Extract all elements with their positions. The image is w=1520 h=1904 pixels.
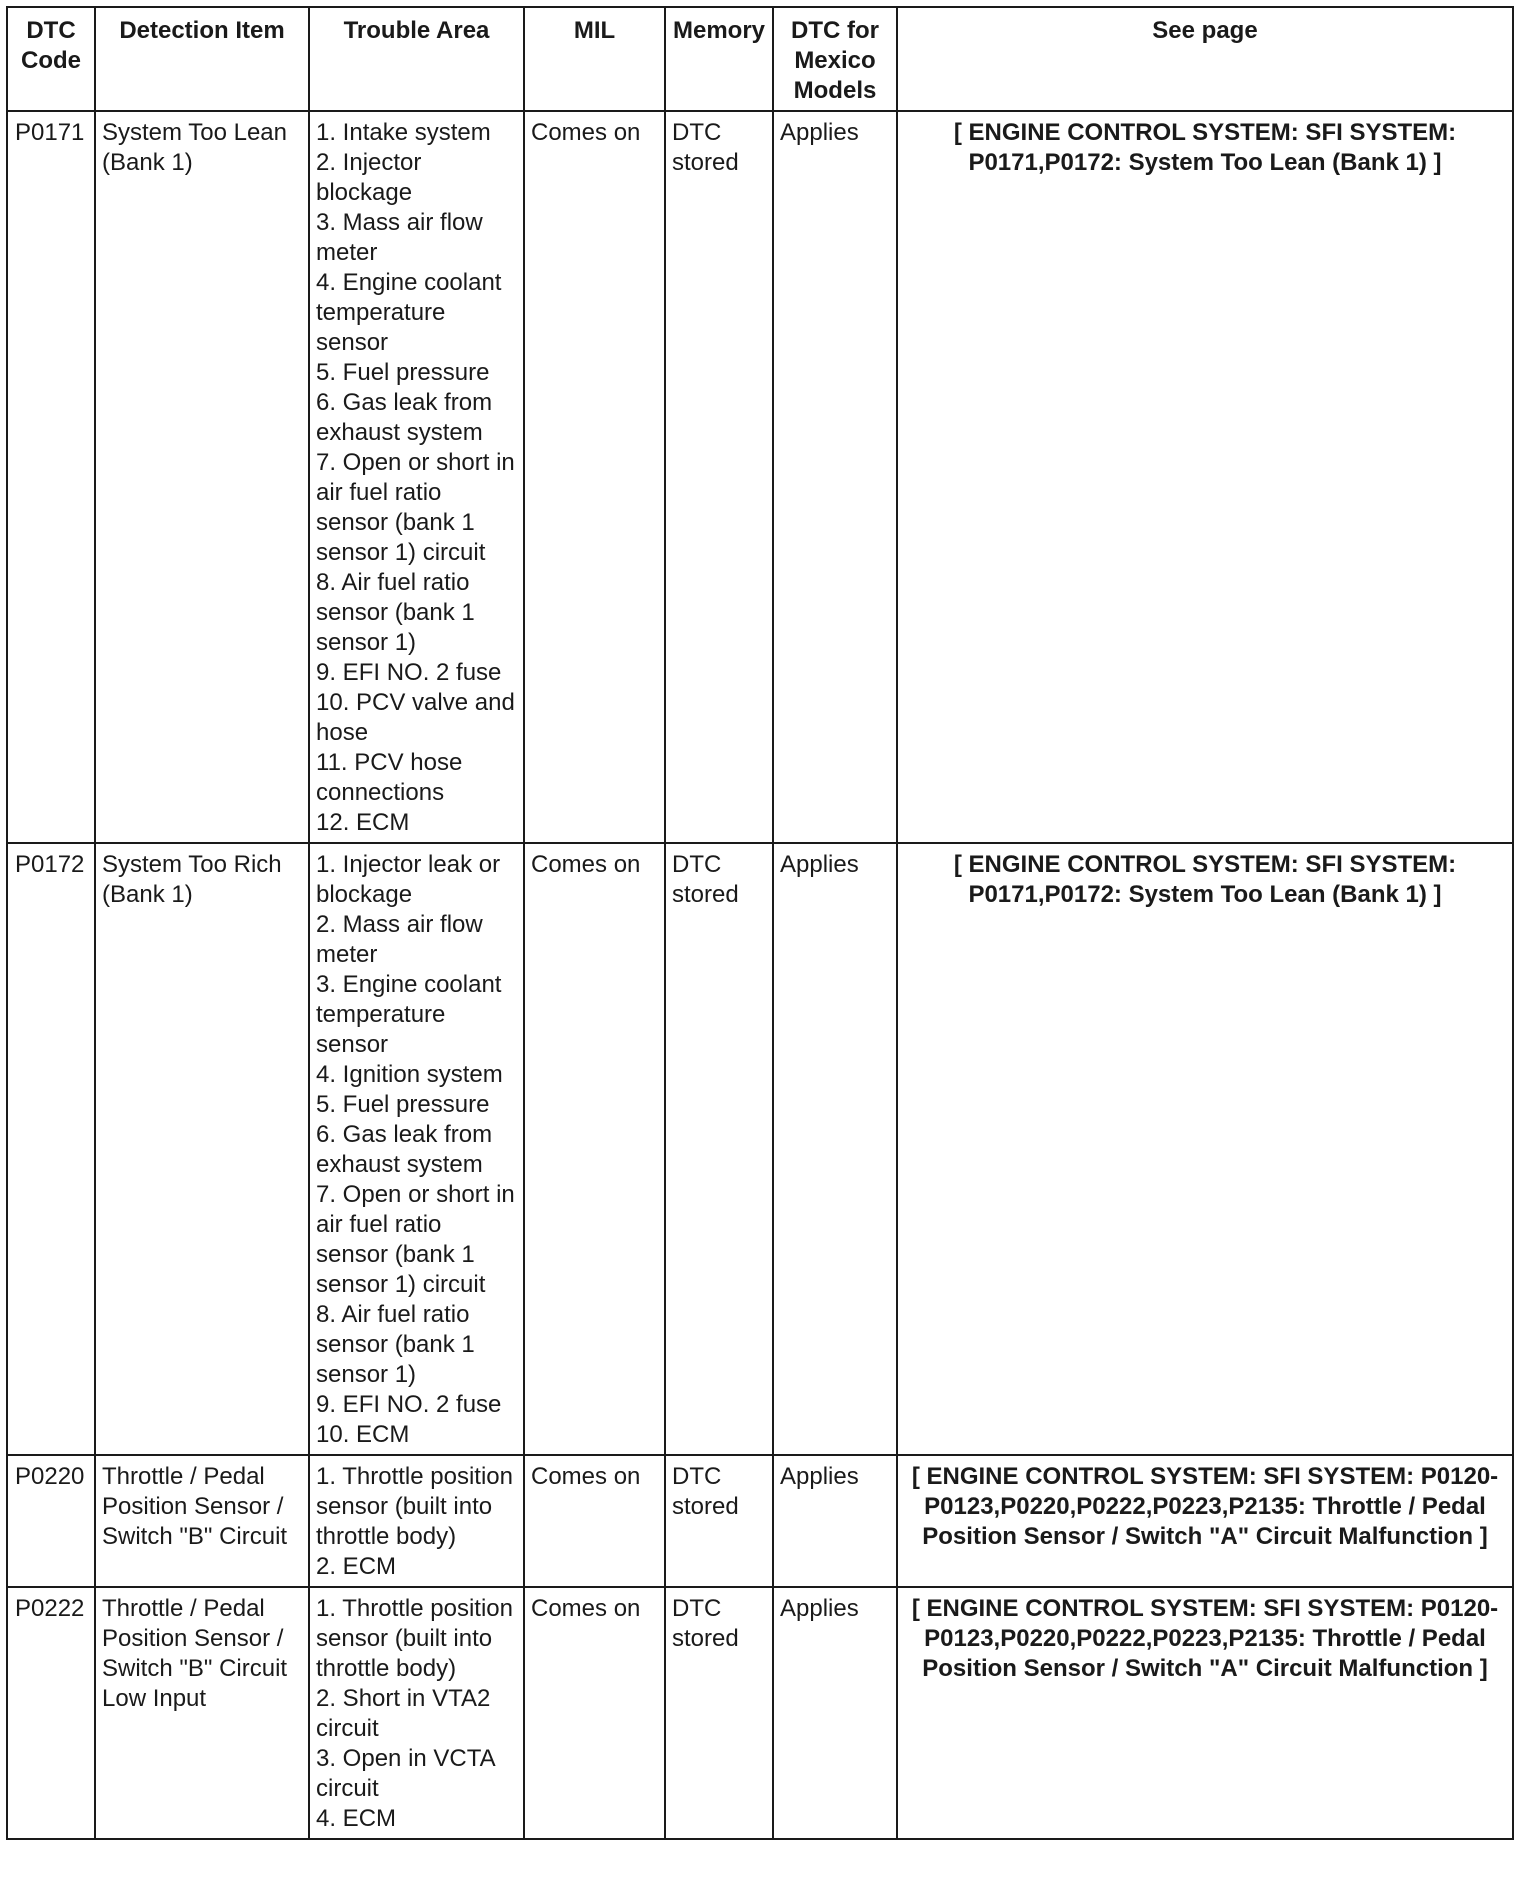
trouble-area-list (316, 118, 517, 838)
trouble-area-cell (309, 1587, 524, 1839)
mexico-cell: Applies (773, 843, 897, 1455)
trouble-area-item: 7. Open or short in air fuel ratio sensor (bank 1 sensor 1) circuit (316, 1181, 515, 1298)
trouble-area-item: 3. Engine coolant temperature sensor (316, 971, 502, 1058)
memory-cell: DTC stored (665, 111, 773, 843)
trouble-area-list (316, 1462, 517, 1582)
table-row (7, 843, 1513, 1455)
header-memory: Memory (665, 7, 773, 111)
trouble-area-item: 4. Engine coolant temperature sensor (316, 269, 502, 356)
mil-cell: Comes on (524, 843, 665, 1455)
memory-cell: DTC stored (665, 1455, 773, 1587)
trouble-area-cell (309, 111, 524, 843)
table-header-row (7, 7, 1513, 111)
detection-item-cell: Throttle / Pedal Position Sensor / Switch "B" Circuit Low Input (95, 1587, 309, 1839)
mexico-cell: Applies (773, 1587, 897, 1839)
trouble-area-item: 6. Gas leak from exhaust system (316, 1121, 493, 1178)
trouble-area-item: 10. PCV valve and hose (316, 689, 515, 746)
mexico-cell: Applies (773, 1455, 897, 1587)
dtc-code-cell: P0171 (7, 111, 95, 843)
trouble-area-item: 11. PCV hose connections (316, 749, 463, 806)
trouble-area-item: 2. Short in VTA2 circuit (316, 1685, 491, 1742)
trouble-area-item: 5. Fuel pressure (316, 1091, 490, 1118)
trouble-area-item: 8. Air fuel ratio sensor (bank 1 sensor 1) (316, 569, 475, 656)
header-dtc-mexico: DTC for Mexico Models (773, 7, 897, 111)
mil-cell: Comes on (524, 111, 665, 843)
detection-item-cell: System Too Rich (Bank 1) (95, 843, 309, 1455)
detection-item-cell: System Too Lean (Bank 1) (95, 111, 309, 843)
header-detection-item: Detection Item (95, 7, 309, 111)
trouble-area-item: 9. EFI NO. 2 fuse (316, 659, 502, 686)
see-page-link[interactable]: [ ENGINE CONTROL SYSTEM: SFI SYSTEM: P0171,P0172: System Too Lean (Bank 1) ] (897, 111, 1513, 843)
trouble-area-item: 5. Fuel pressure (316, 359, 490, 386)
table-row (7, 1455, 1513, 1587)
dtc-code-cell: P0220 (7, 1455, 95, 1587)
trouble-area-item: 6. Gas leak from exhaust system (316, 389, 493, 446)
mexico-cell: Applies (773, 111, 897, 843)
table-row (7, 111, 1513, 843)
header-dtc-code: DTC Code (7, 7, 95, 111)
header-trouble-area: Trouble Area (309, 7, 524, 111)
trouble-area-cell (309, 1455, 524, 1587)
trouble-area-list (316, 1594, 517, 1834)
trouble-area-item: 3. Mass air flow meter (316, 209, 483, 266)
trouble-area-item: 1. Injector leak or blockage (316, 851, 501, 908)
trouble-area-item: 1. Throttle position sensor (built into throttle body) (316, 1463, 514, 1550)
trouble-area-cell (309, 843, 524, 1455)
dtc-code-cell: P0222 (7, 1587, 95, 1839)
trouble-area-item: 1. Throttle position sensor (built into throttle body) (316, 1595, 514, 1682)
trouble-area-item: 1. Intake system (316, 119, 491, 146)
trouble-area-item: 10. ECM (316, 1421, 410, 1448)
dtc-table (6, 6, 1514, 1840)
header-mil: MIL (524, 7, 665, 111)
see-page-link[interactable]: [ ENGINE CONTROL SYSTEM: SFI SYSTEM: P0171,P0172: System Too Lean (Bank 1) ] (897, 843, 1513, 1455)
trouble-area-item: 2. Injector blockage (316, 149, 422, 206)
trouble-area-item: 3. Open in VCTA circuit (316, 1745, 495, 1802)
trouble-area-item: 7. Open or short in air fuel ratio sensor (bank 1 sensor 1) circuit (316, 449, 515, 566)
see-page-link[interactable]: [ ENGINE CONTROL SYSTEM: SFI SYSTEM: P0120-P0123,P0220,P0222,P0223,P2135: Throttle / Pedal Position Sensor / Switch "A" Circuit Malfunction ] (897, 1587, 1513, 1839)
mil-cell: Comes on (524, 1455, 665, 1587)
trouble-area-item: 8. Air fuel ratio sensor (bank 1 sensor 1) (316, 1301, 475, 1388)
trouble-area-list (316, 850, 517, 1450)
detection-item-cell: Throttle / Pedal Position Sensor / Switch "B" Circuit (95, 1455, 309, 1587)
table-row (7, 1587, 1513, 1839)
header-see-page: See page (897, 7, 1513, 111)
dtc-code-cell: P0172 (7, 843, 95, 1455)
trouble-area-item: 4. ECM (316, 1805, 397, 1832)
trouble-area-item: 9. EFI NO. 2 fuse (316, 1391, 502, 1418)
see-page-link[interactable]: [ ENGINE CONTROL SYSTEM: SFI SYSTEM: P0120-P0123,P0220,P0222,P0223,P2135: Throttle / Pedal Position Sensor / Switch "A" Circuit Malfunction ] (897, 1455, 1513, 1587)
trouble-area-item: 4. Ignition system (316, 1061, 503, 1088)
trouble-area-item: 12. ECM (316, 809, 410, 836)
memory-cell: DTC stored (665, 843, 773, 1455)
trouble-area-item: 2. ECM (316, 1553, 397, 1580)
mil-cell: Comes on (524, 1587, 665, 1839)
memory-cell: DTC stored (665, 1587, 773, 1839)
trouble-area-item: 2. Mass air flow meter (316, 911, 483, 968)
